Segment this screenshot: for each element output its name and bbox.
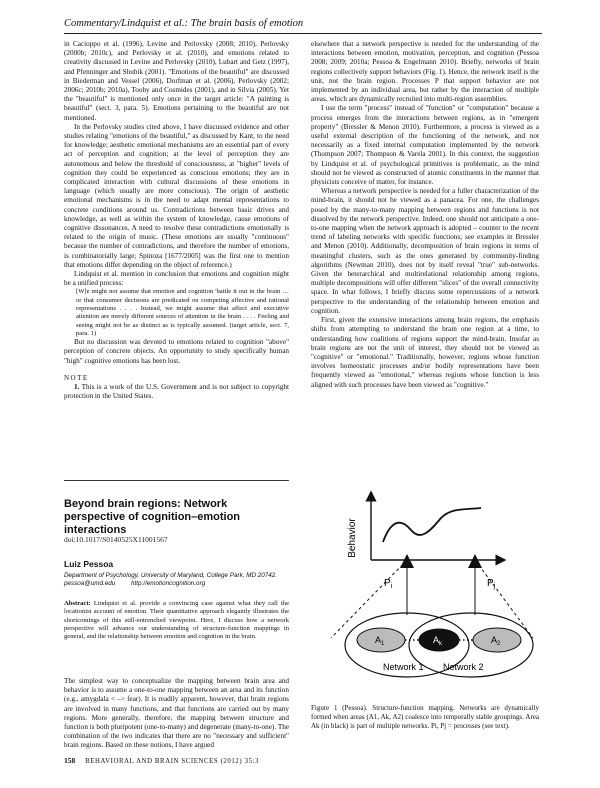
dashed-line-pj — [475, 560, 533, 638]
paragraph: But no discussion was devoted to emotions related to cognition "above" perception of concrete objects. An opportunity to study specifically human "high" cognitive emotions has been lost. — [64, 338, 289, 365]
abstract-label: Abstract: — [64, 600, 91, 607]
running-head — [64, 18, 303, 29]
header-rule — [64, 33, 542, 34]
process-j-label: $P_j$ — [487, 578, 496, 590]
paragraph: Lindquist et al. mention in conclusion that emotions and cognition might be a unified process: — [64, 270, 289, 288]
dashed-line-pi — [331, 560, 407, 638]
note-text — [64, 383, 289, 401]
author-url[interactable]: http://emotioncognition.org — [130, 579, 206, 587]
journal-name: BEHAVIORAL AND BRAIN SCIENCES (2012) 35:3 — [85, 758, 260, 765]
author-name: Luiz Pessoa — [64, 559, 114, 569]
article-title: Beyond brain regions: Network perspective of cognition–emotion interactions — [64, 498, 241, 536]
paragraph: elsewhere that a network perspective is needed for the understanding of the interactions between emotion, motivation, perception, and cognition (Pessoa 2008; 2009; 2010a; Pessoa & Engelmann 2010). Briefly, networks of brain regions collectively support behaviors (Fig. 1). Hence, the network itself is the unit, not the brain region. Processes P that support behavior are not implemented by an individual area, but rather by the interaction of multiple areas, which are dynamically recruited into multi-region assemblies. — [311, 40, 539, 104]
paragraph: In the Perlovsky studies cited above, I have discussed evidence and other studies relating "emotions of the beautiful," as discussed by Kant, to the need for knowledge; aesthetic emotional mechanisms are an essential part of every act of perception and cognition; at the level of perception they are autonomous and below the threshold of consciousness, at "higher" levels of cognition they could be experienced as conscious emotions; they are in complicated interaction with cultural discussions of these emotions in language (which usually are more conscious). The origin of aesthetic emotional mechanisms is in the need to adapt mental representations to concrete conditions around us. Contradictions between basic drives and knowledge, as well as within the system of knowledge, cause emotions of cognitive dissonances. A need to resolve these contradictions emotionally is related to the origin of music. (These emotions are usually "continuous" because the number of contradictions, and therefore the number of emotions, is combinatorially large; Spinoza [1677/2005] was the first one to mention that emotions differ depending on the object of reference.) — [64, 122, 289, 269]
block-quote: [W]e might not assume that emotion and cognition 'battle it out in the brain … or that consumer decisions are predicated on competing affective and rational representations . . . . Instead, we might assume that affect and executive attention are merely different sources of attention in the brain . . . . Feeling and seeing might not be as distinct as is typically assumed. (target article, sect. 7, para. 1) — [76, 288, 289, 337]
paragraph: in Cacioppo et al. (1996), Levine and Perlovsky (2008; 2010), Perlovsky (2000b; 2010c), and Perlovsky et al. (2010), and emotions related to creativity discussed in Levine and Perlovsky (2010), Lubart and Getz (1997), and Pfenninger and Shubik (2001). "Emotions of the beautiful" are discussed in Biederman and Vessel (2006), Dorfman et al. (2006), Perlovsky (2002; 2006c; 2010b; 2010a), Tooby and Cosmides (2001), and in Silvia (2005). Yet the "beautiful" is mentioned only once in the target article: "A painting is beautiful" (sect. 3, para. 5). Emotions pertaining to the beautiful are not mentioned. — [64, 40, 289, 122]
node-a1-label: $A_1$ — [375, 635, 385, 647]
node-ak-label: $A_k$ — [433, 635, 443, 647]
affiliation-text: Department of Psychology, University of Maryland, College Park, MD 20742. — [64, 572, 278, 579]
author-email[interactable]: pessoa@umd.edu — [64, 579, 116, 587]
paragraph: First, given the extensive interactions among brain regions, the emphasis shifts from attempting to understand the brain one region at a time, to understanding how coalitions of regions support the mind-brain. Insofar as brain regions are not the unit of interest, they should not be viewed as "cognitive" or "emotional." Traditionally, however, regions whose function involves homeostatic processes and/or bodily representations have been frequently viewed as "emotional," whereas regions whose function is less aligned with such processes have been viewed as "cognitive." — [311, 316, 539, 389]
note-number: 1. — [74, 383, 80, 392]
abstract-text: Lindquist et al. provide a convincing case against what they call the locationist account of emotion. Their quantitative approach elegantly illustrates the shortcomings of this still-entrenched viewpoint. Here, I discuss how a network perspective will advance our understanding of structure-function mappings in general, and the relationship between emotion and cognition in the brain. — [64, 600, 289, 641]
running-head-text: Commentary/Lindquist et al.: The brain basis of emotion — [64, 18, 304, 29]
paragraph: I use the term "process" instead of "function" or "computation" because a process emerges from the interactions between regions, as in "emergent property" (Bressler & Menon 2010). Furthermore, a process is viewed as a useful external description of the functioning of the network, and not necessarily as a fixed internal computation implemented by the network (Thompson 2007; Thompson & Varela 2001). In this context, the suggestion by Lindquist et al. of psychological primitives is problematic, as the mind should not be viewed as constructed of atomic constituents in the manner that physicists conceive of matter, for instance. — [311, 104, 539, 187]
process-i-label: $P_i$ — [384, 578, 393, 590]
paragraph: The simplest way to conceptualize the mapping between brain area and behavior is to assume a one-to-one mapping between an area and its function (e.g., amygdala < –> fear). It is readily apparent, however, that brain regions are involved in many functions, and that functions are carried out by many regions. More generally, therefore, the mapping between structure and function is both pluripotent (one-to-many) and degenerate (many-to-one). The combination of the two indicates that there are no "necessary and sufficient" brain regions. Based on these notions, I have argued — [64, 677, 289, 750]
network-2-label: Network 2 — [443, 662, 484, 672]
right-column — [311, 40, 539, 390]
behavior-label: Behavior — [347, 518, 358, 558]
network-1-label: Network 1 — [383, 662, 424, 672]
page-footer — [64, 756, 259, 765]
left-column-top — [64, 40, 289, 401]
page-number: 158 — [64, 756, 76, 765]
note-heading: NOTE — [64, 373, 89, 382]
process-j-marker — [468, 554, 482, 568]
abstract — [64, 600, 289, 641]
note-content: This is a work of the U.S. Government and is not subject to copyright protection in the United States. — [64, 383, 289, 401]
behavior-curve — [383, 508, 481, 542]
network-diagram — [311, 490, 539, 700]
process-i-marker — [400, 554, 414, 568]
node-a2-label: $A_2$ — [491, 635, 501, 647]
figure-caption: Figure 1 (Pessoa). Structure-function mapping. Networks are dynamically formed when areas (A1, Ak, A2) coalesce into temporally stable groupings. Area Ak (in black) is part of multiple networks. Pi, Pj = processes (see text). — [311, 704, 539, 730]
left-column-body — [64, 677, 289, 751]
contact-line — [64, 580, 289, 588]
paragraph: Whereas a network perspective is needed for a fuller characterization of the mind-brain, it should not be viewed as a panacea. For one, the challenges posed by the many-to-many mapping between regions and functions is not dissolved by the network perspective. Indeed, one should not anticipate a one-to-one mapping when the network approach is adopted – counter to the recent trend of labeling networks with specific functions; see examples in Bressler and Menon (2010). Additionally, decomposition of brain regions in terms of meaningful clusters, such as the ones generated by community-finding algorithms (Newman 2010), does not by itself reveal "true" sub-networks. Given the heterarchical and multirelational relationship among regions, multiple decompositions will offer different "slices" of the overall connectivity space. In what follows, I briefly discuss some repercussions of a network perspective to the understanding of the relationship between emotion and cognition. — [311, 187, 539, 315]
article-doi[interactable]: doi:10.1017/S0140525X11001567 — [64, 535, 168, 544]
section-divider — [64, 480, 289, 481]
author-affiliation — [64, 572, 289, 588]
